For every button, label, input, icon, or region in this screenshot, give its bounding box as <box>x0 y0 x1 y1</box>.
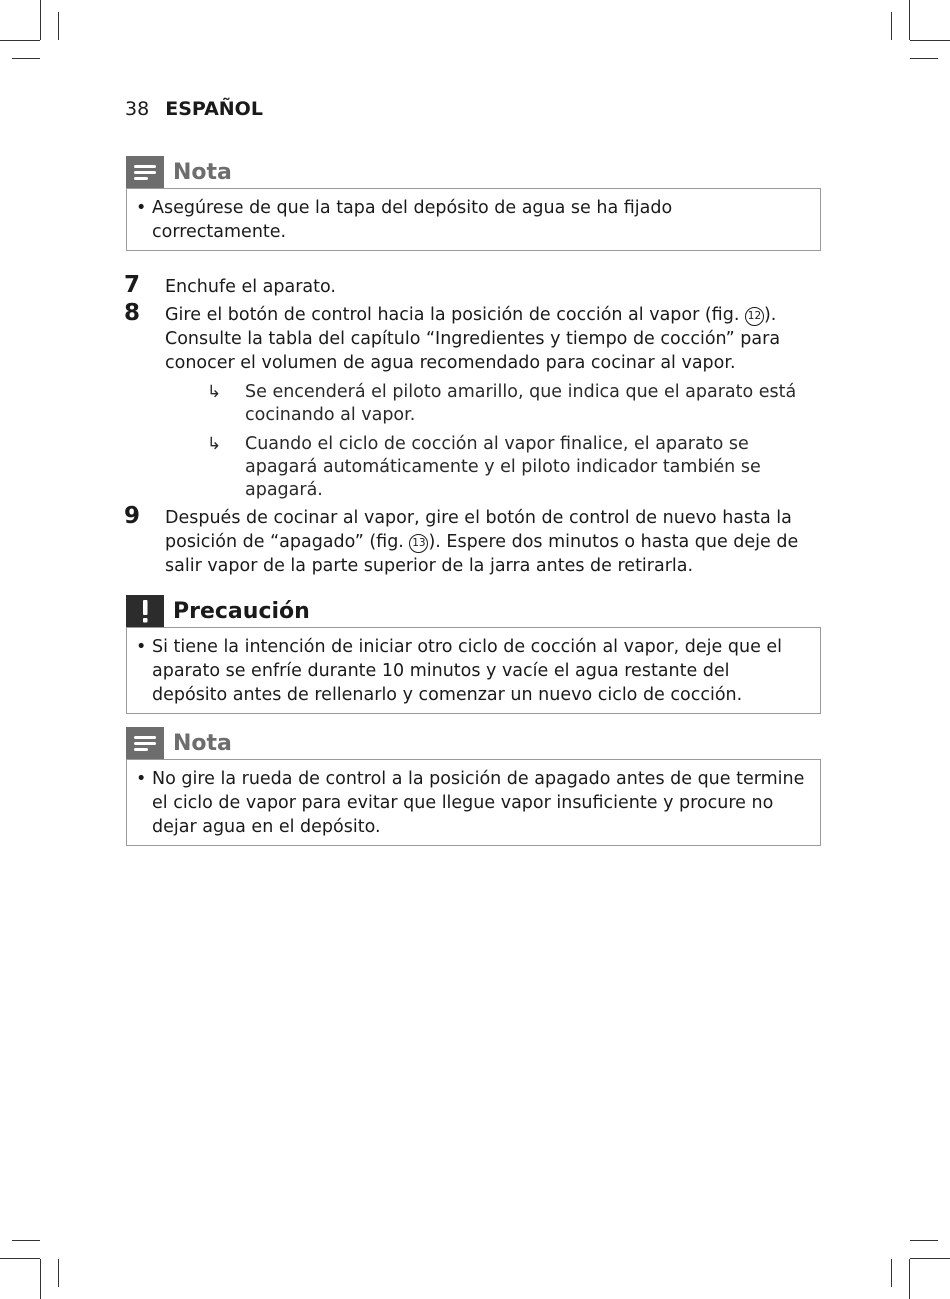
caution-header <box>126 595 310 627</box>
caution-box <box>126 627 821 714</box>
result-arrow-icon: ↳ <box>207 434 222 454</box>
page-number: 38 <box>125 98 150 120</box>
note-title: Nota <box>173 159 232 185</box>
note-item: • No gire la rueda de control a la posición de apagado antes de que termine el ciclo de vapor para evitar que llegue vapor insuficiente y procure no dejar agua en el depósito. <box>136 767 810 839</box>
note-header <box>126 156 232 188</box>
note-icon <box>126 727 164 759</box>
step-number: 9 <box>124 503 141 529</box>
step-9 <box>124 503 824 578</box>
note-icon <box>126 156 164 188</box>
step-text-continued: ). Espere dos minutos o hasta que deje de salir vapor de la parte superior de la jarra antes de retirarla. <box>165 532 799 576</box>
caution-title: Precaución <box>173 598 310 624</box>
step-list <box>124 272 824 582</box>
figure-reference: 13 <box>409 534 428 553</box>
result-arrow-icon: ↳ <box>207 382 222 402</box>
result-text: Se encenderá el piloto amarillo, que indica que el aparato está cocinando al vapor. <box>245 382 797 425</box>
step-text: Enchufe el aparato. <box>165 277 336 297</box>
note-box <box>126 188 821 251</box>
note-box <box>126 759 821 846</box>
note-item: • Asegúrese de que la tapa del depósito de agua se ha fijado correctamente. <box>136 196 810 244</box>
exclamation-icon <box>126 595 164 627</box>
result-text: Cuando el ciclo de cocción al vapor finalice, el aparato se apagará automáticamente y el piloto indicador también se apagará. <box>245 434 761 500</box>
step-text: Gire el botón de control hacia la posición de cocción al vapor (fig. <box>165 305 745 325</box>
step-8 <box>124 300 824 502</box>
caution-item: • Si tiene la intención de iniciar otro ciclo de cocción al vapor, deje que el aparato se enfríe durante 10 minutos y vacíe el agua restante del depósito antes de rellenarlo y comenzar un nuevo ciclo de cocción. <box>136 635 810 707</box>
note-title: Nota <box>173 730 232 756</box>
figure-reference: 12 <box>745 307 764 326</box>
step-number: 8 <box>124 300 141 326</box>
note-header <box>126 727 232 759</box>
step-text-continued: ). Consulte la tabla del capítulo “Ingredientes y tiempo de cocción” para conocer el volumen de agua recomendado para cocinar al vapor. <box>165 305 781 373</box>
step-result <box>165 433 824 502</box>
step-number: 7 <box>124 272 141 298</box>
step-7 <box>124 272 824 299</box>
step-result <box>165 381 824 427</box>
page-language: ESPAÑOL <box>165 98 263 120</box>
step-text: Después de cocinar al vapor, gire el botón de control de nuevo hasta la posición de “apagado” (fig. <box>165 508 792 552</box>
page-header <box>125 98 263 120</box>
